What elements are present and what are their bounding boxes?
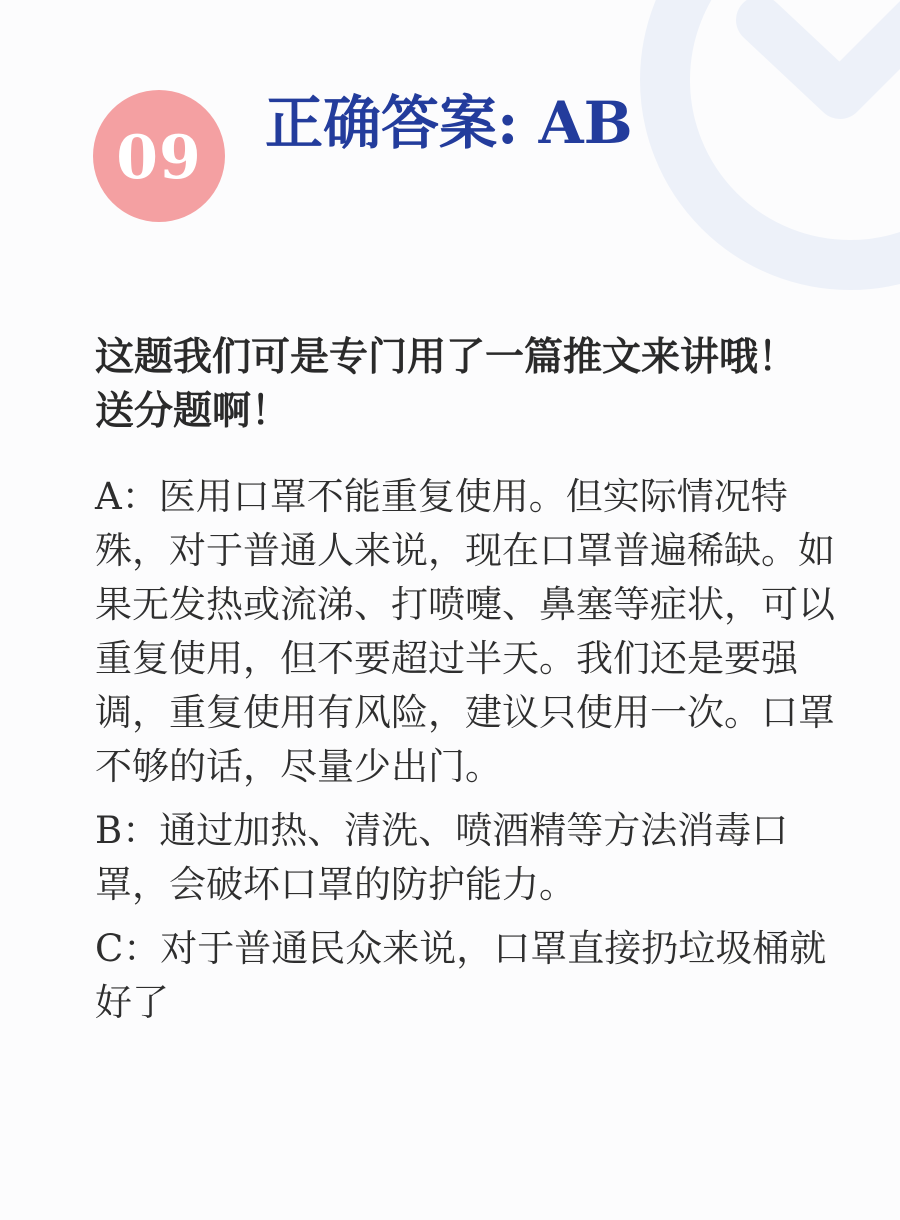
options-list	[95, 470, 845, 1040]
option-b-text: B：通过加热、清洗、喷酒精等方法消毒口罩，会破坏口罩的防护能力。	[95, 809, 789, 906]
answer-title: 正确答案: AB	[265, 89, 633, 157]
question-number: 09	[116, 123, 202, 193]
question-number-badge	[93, 90, 225, 222]
option-c-text: C：对于普通民众来说，口罩直接扔垃圾桶就好了	[95, 927, 827, 1024]
intro-text: 这题我们可是专门用了一篇推文来讲哦！送分题啊！	[95, 334, 798, 434]
option-a-text: A：医用口罩不能重复使用。但实际情况特殊，对于普通人来说，现在口罩普遍稀缺。如果无发热或流涕、打喷嚏、鼻塞等症状，可以重复使用，但不要超过半天。我们还是要强调，重复使用有风险，建议只使用一次。口罩不够的话，尽量少出门。	[95, 475, 835, 788]
decorative-check-circle-icon	[640, 0, 900, 290]
